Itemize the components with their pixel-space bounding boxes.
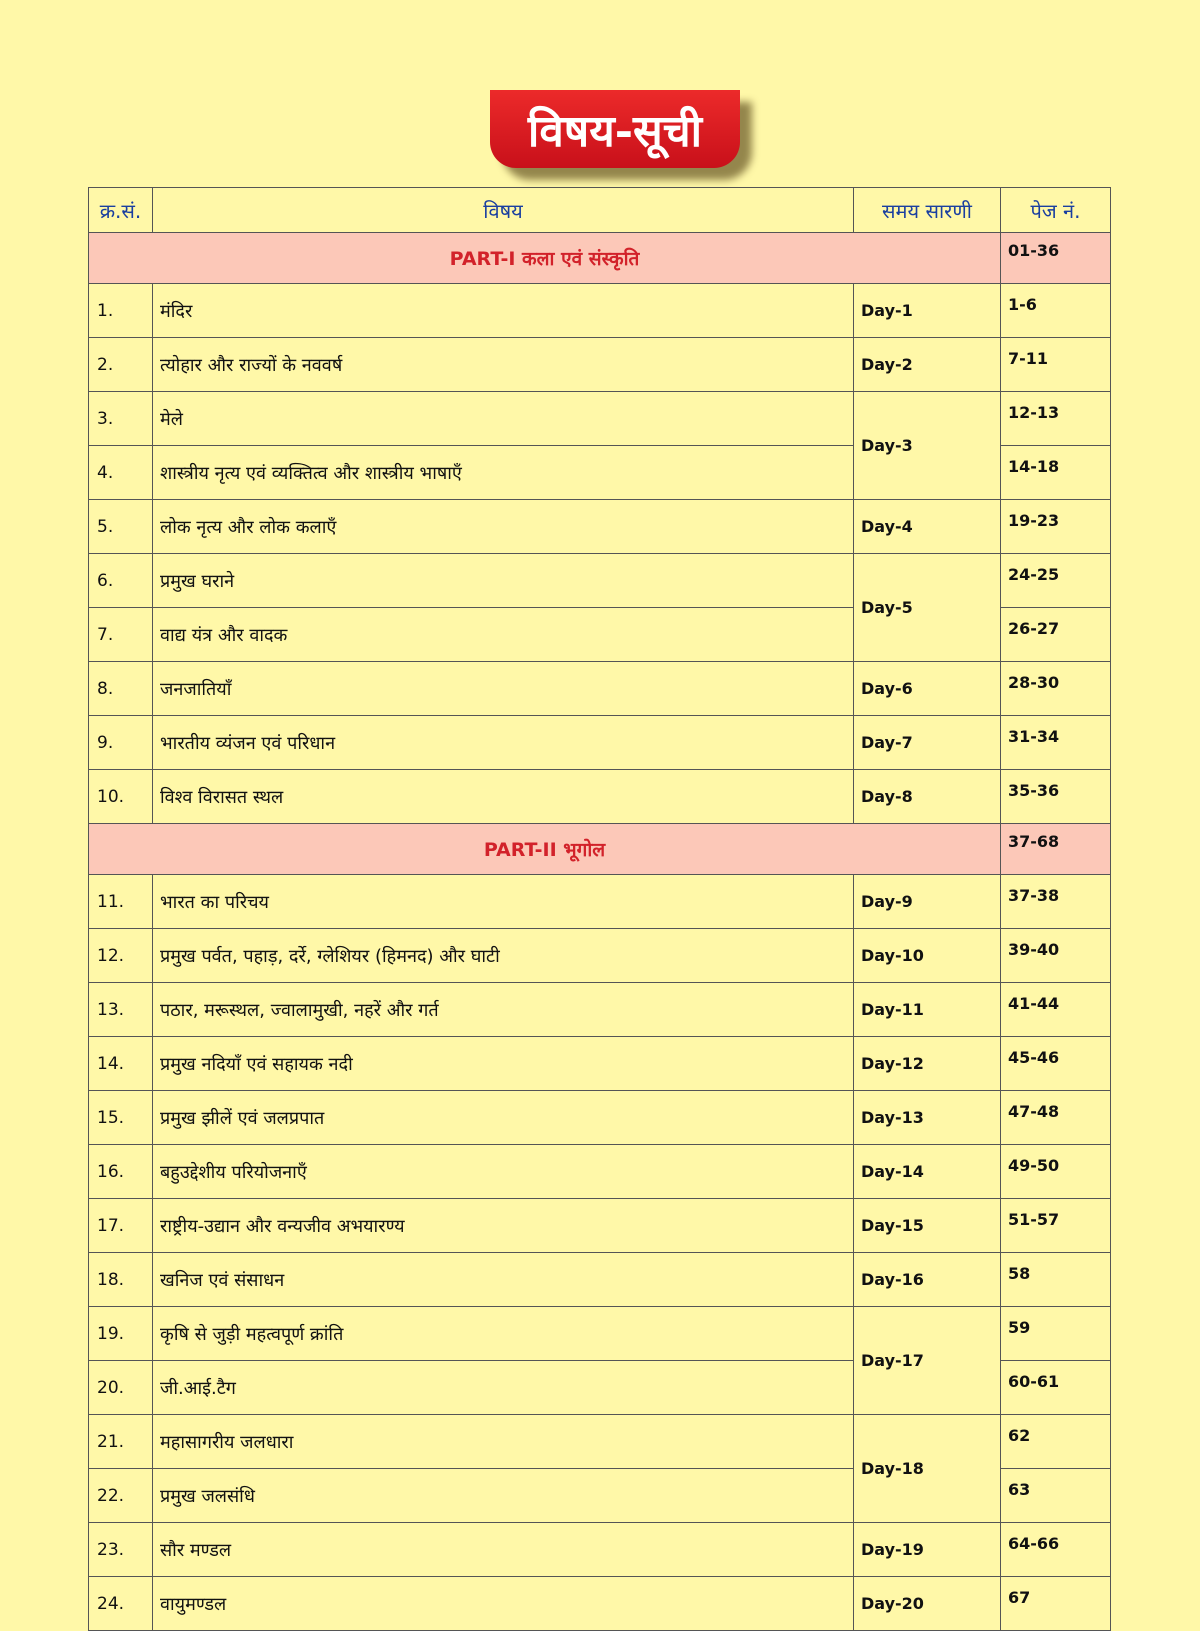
row-page: 49-50 bbox=[1001, 1145, 1111, 1199]
row-number: 11. bbox=[89, 875, 153, 929]
row-subject: प्रमुख जलसंधि bbox=[153, 1469, 854, 1523]
header-row bbox=[89, 188, 1111, 233]
row-subject: भारतीय व्यंजन एवं परिधान bbox=[153, 716, 854, 770]
row-subject: वाद्य यंत्र और वादक bbox=[153, 608, 854, 662]
row-day: Day-3 bbox=[854, 392, 1001, 500]
row-number: 23. bbox=[89, 1523, 153, 1577]
row-day: Day-20 bbox=[854, 1577, 1001, 1631]
row-day: Day-13 bbox=[854, 1091, 1001, 1145]
table-row bbox=[89, 875, 1111, 929]
header-page: पेज नं. bbox=[1001, 188, 1111, 233]
table-row bbox=[89, 284, 1111, 338]
row-page: 31-34 bbox=[1001, 716, 1111, 770]
row-subject: प्रमुख घराने bbox=[153, 554, 854, 608]
row-page: 28-30 bbox=[1001, 662, 1111, 716]
row-number: 17. bbox=[89, 1199, 153, 1253]
part-row bbox=[89, 824, 1111, 875]
row-number: 21. bbox=[89, 1415, 153, 1469]
row-day: Day-9 bbox=[854, 875, 1001, 929]
row-number: 2. bbox=[89, 338, 153, 392]
row-day: Day-2 bbox=[854, 338, 1001, 392]
row-page: 58 bbox=[1001, 1253, 1111, 1307]
row-day: Day-16 bbox=[854, 1253, 1001, 1307]
row-subject: प्रमुख नदियाँ एवं सहायक नदी bbox=[153, 1037, 854, 1091]
row-day: Day-12 bbox=[854, 1037, 1001, 1091]
row-subject: राष्ट्रीय-उद्यान और वन्यजीव अभयारण्य bbox=[153, 1199, 854, 1253]
row-day: Day-14 bbox=[854, 1145, 1001, 1199]
contents-table bbox=[88, 187, 1111, 1631]
table-row bbox=[89, 1253, 1111, 1307]
row-subject: जी.आई.टैग bbox=[153, 1361, 854, 1415]
table-row bbox=[89, 983, 1111, 1037]
row-page: 26-27 bbox=[1001, 608, 1111, 662]
row-page: 62 bbox=[1001, 1415, 1111, 1469]
part-row bbox=[89, 233, 1111, 284]
row-number: 6. bbox=[89, 554, 153, 608]
row-subject: लोक नृत्य और लोक कलाएँ bbox=[153, 500, 854, 554]
part-title: PART-II भूगोल bbox=[89, 824, 1001, 875]
row-day: Day-6 bbox=[854, 662, 1001, 716]
part-pages: 37-68 bbox=[1001, 824, 1111, 875]
header-subject: विषय bbox=[153, 188, 854, 233]
row-number: 18. bbox=[89, 1253, 153, 1307]
row-page: 63 bbox=[1001, 1469, 1111, 1523]
row-number: 12. bbox=[89, 929, 153, 983]
row-page: 51-57 bbox=[1001, 1199, 1111, 1253]
row-day: Day-5 bbox=[854, 554, 1001, 662]
table-row bbox=[89, 500, 1111, 554]
row-page: 12-13 bbox=[1001, 392, 1111, 446]
table-row bbox=[89, 1091, 1111, 1145]
row-subject: वायुमण्डल bbox=[153, 1577, 854, 1631]
table-row bbox=[89, 392, 1111, 446]
part-title: PART-I कला एवं संस्कृति bbox=[89, 233, 1001, 284]
row-subject: प्रमुख झीलें एवं जलप्रपात bbox=[153, 1091, 854, 1145]
row-page: 64-66 bbox=[1001, 1523, 1111, 1577]
row-day: Day-17 bbox=[854, 1307, 1001, 1415]
row-page: 67 bbox=[1001, 1577, 1111, 1631]
row-number: 19. bbox=[89, 1307, 153, 1361]
table-body bbox=[89, 233, 1111, 1631]
row-day: Day-11 bbox=[854, 983, 1001, 1037]
row-day: Day-7 bbox=[854, 716, 1001, 770]
row-subject: शास्त्रीय नृत्य एवं व्यक्तित्व और शास्त्रीय भाषाएँ bbox=[153, 446, 854, 500]
row-page: 7-11 bbox=[1001, 338, 1111, 392]
row-day: Day-19 bbox=[854, 1523, 1001, 1577]
row-page: 35-36 bbox=[1001, 770, 1111, 824]
header-sn: क्र.सं. bbox=[89, 188, 153, 233]
table-row bbox=[89, 662, 1111, 716]
row-number: 1. bbox=[89, 284, 153, 338]
row-subject: जनजातियाँ bbox=[153, 662, 854, 716]
row-page: 41-44 bbox=[1001, 983, 1111, 1037]
row-number: 9. bbox=[89, 716, 153, 770]
row-subject: कृषि से जुड़ी महत्वपूर्ण क्रांति bbox=[153, 1307, 854, 1361]
row-subject: भारत का परिचय bbox=[153, 875, 854, 929]
row-subject: पठार, मरूस्थल, ज्वालामुखी, नहरें और गर्त bbox=[153, 983, 854, 1037]
row-number: 8. bbox=[89, 662, 153, 716]
part-pages: 01-36 bbox=[1001, 233, 1111, 284]
row-page: 1-6 bbox=[1001, 284, 1111, 338]
page-title: विषय-सूची bbox=[490, 90, 740, 168]
table-row bbox=[89, 1577, 1111, 1631]
row-page: 24-25 bbox=[1001, 554, 1111, 608]
row-day: Day-15 bbox=[854, 1199, 1001, 1253]
row-subject: महासागरीय जलधारा bbox=[153, 1415, 854, 1469]
header-schedule: समय सारणी bbox=[854, 188, 1001, 233]
row-subject: त्योहार और राज्यों के नववर्ष bbox=[153, 338, 854, 392]
row-number: 22. bbox=[89, 1469, 153, 1523]
row-number: 5. bbox=[89, 500, 153, 554]
row-page: 47-48 bbox=[1001, 1091, 1111, 1145]
table-row bbox=[89, 338, 1111, 392]
row-number: 20. bbox=[89, 1361, 153, 1415]
row-page: 14-18 bbox=[1001, 446, 1111, 500]
row-number: 4. bbox=[89, 446, 153, 500]
row-day: Day-10 bbox=[854, 929, 1001, 983]
row-day: Day-8 bbox=[854, 770, 1001, 824]
table-row bbox=[89, 1145, 1111, 1199]
table-row bbox=[89, 1415, 1111, 1469]
row-number: 7. bbox=[89, 608, 153, 662]
title-banner bbox=[490, 90, 740, 168]
row-subject: प्रमुख पर्वत, पहाड़, दर्रे, ग्लेशियर (हिमनद) और घाटी bbox=[153, 929, 854, 983]
row-number: 3. bbox=[89, 392, 153, 446]
row-subject: सौर मण्डल bbox=[153, 1523, 854, 1577]
table-row bbox=[89, 1199, 1111, 1253]
row-number: 24. bbox=[89, 1577, 153, 1631]
table-row bbox=[89, 716, 1111, 770]
row-number: 13. bbox=[89, 983, 153, 1037]
row-page: 37-38 bbox=[1001, 875, 1111, 929]
row-subject: मंदिर bbox=[153, 284, 854, 338]
row-number: 14. bbox=[89, 1037, 153, 1091]
table-row bbox=[89, 929, 1111, 983]
row-number: 10. bbox=[89, 770, 153, 824]
row-page: 60-61 bbox=[1001, 1361, 1111, 1415]
row-subject: बहुउद्देशीय परियोजनाएँ bbox=[153, 1145, 854, 1199]
row-page: 19-23 bbox=[1001, 500, 1111, 554]
table-row bbox=[89, 1523, 1111, 1577]
row-subject: विश्व विरासत स्थल bbox=[153, 770, 854, 824]
row-number: 15. bbox=[89, 1091, 153, 1145]
table-row bbox=[89, 554, 1111, 608]
row-day: Day-18 bbox=[854, 1415, 1001, 1523]
row-subject: मेले bbox=[153, 392, 854, 446]
table-row bbox=[89, 1037, 1111, 1091]
row-page: 45-46 bbox=[1001, 1037, 1111, 1091]
row-number: 16. bbox=[89, 1145, 153, 1199]
table-row bbox=[89, 770, 1111, 824]
row-day: Day-4 bbox=[854, 500, 1001, 554]
row-day: Day-1 bbox=[854, 284, 1001, 338]
table-row bbox=[89, 1307, 1111, 1361]
row-subject: खनिज एवं संसाधन bbox=[153, 1253, 854, 1307]
row-page: 39-40 bbox=[1001, 929, 1111, 983]
row-page: 59 bbox=[1001, 1307, 1111, 1361]
